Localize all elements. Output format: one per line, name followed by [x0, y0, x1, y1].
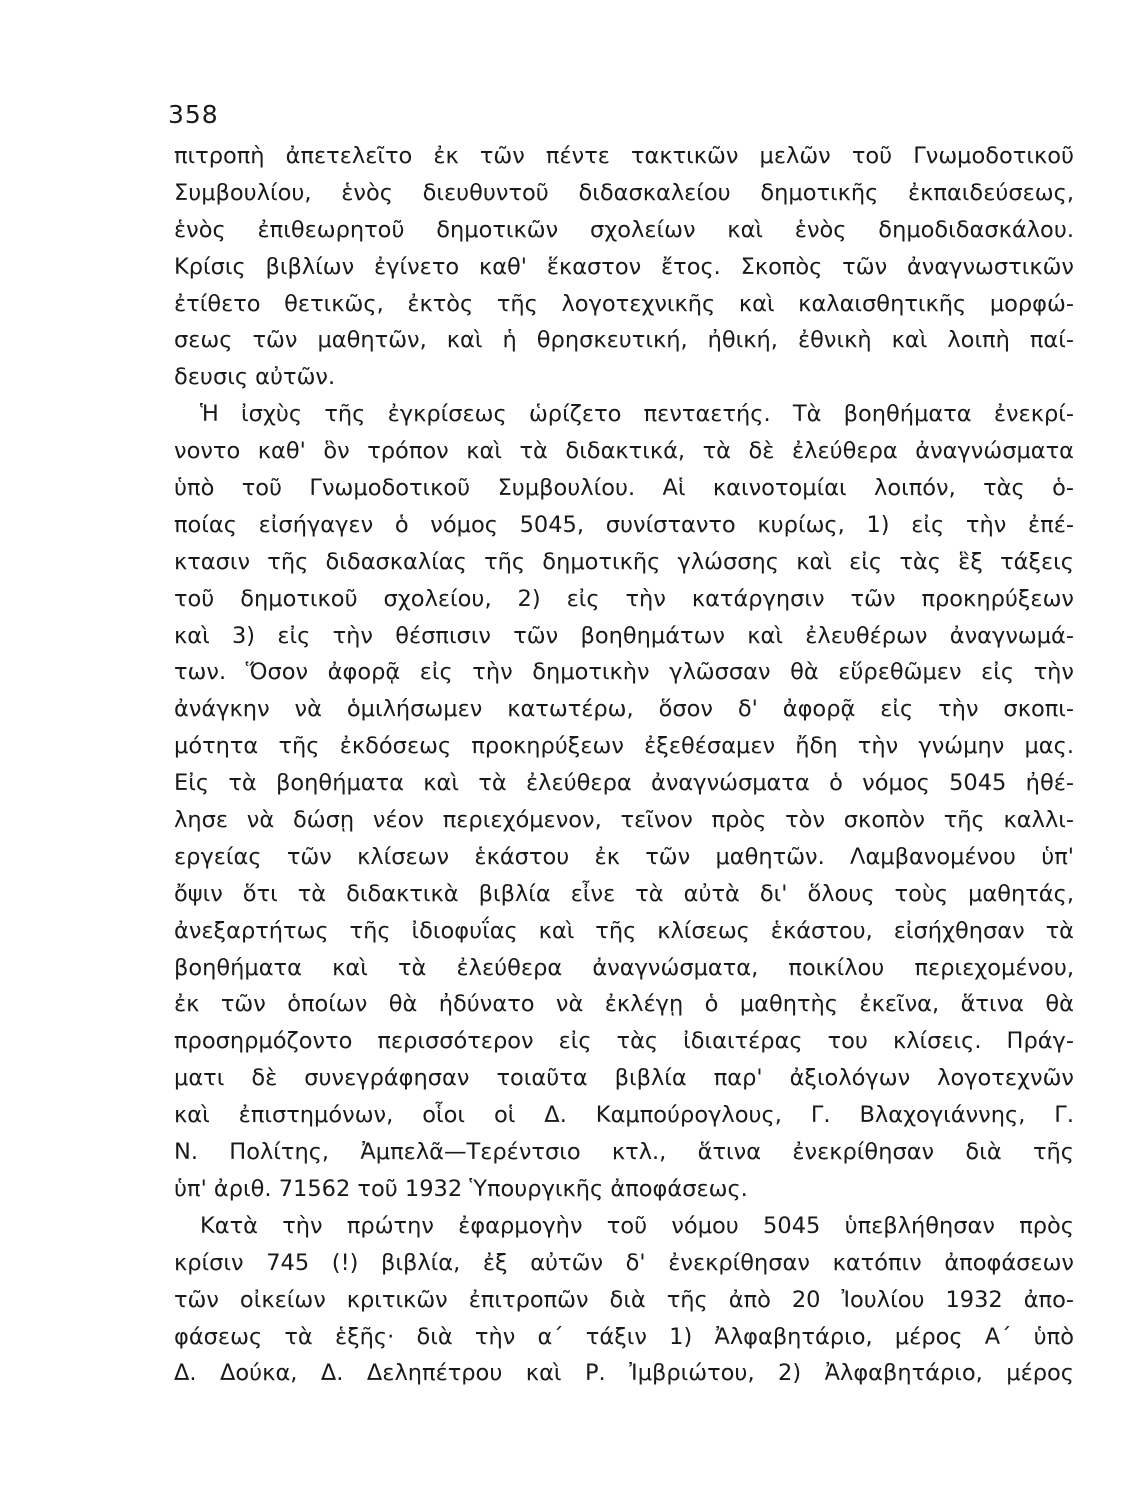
text-line: νοντο καθ' ὃν τρόπον καὶ τὰ διδακτικά, τὰ δὲ ἐλεύθερα ἀναγνώσματα: [174, 438, 1074, 465]
text-line: ποίας εἰσήγαγεν ὁ νόμος 5045, συνίσταντο κυρίως, 1) εἰς τὴν ἐπέ-: [174, 511, 1074, 538]
paragraph: [174, 138, 1074, 396]
text-line: των. Ὅσον ἀφορᾷ εἰς τὴν δημοτικὴν γλῶσσαν θὰ εὕρεθῶμεν εἰς τὴν: [174, 659, 1074, 686]
text-line: Κρίσις βιβλίων ἐγίνετο καθ' ἕκαστον ἔτος. Σκοπὸς τῶν ἀναγνωστικῶν: [174, 253, 1074, 280]
text-line: πιτροπὴ ἀπετελεῖτο ἐκ τῶν πέντε τακτικῶν μελῶν τοῦ Γνωμοδοτικοῦ: [174, 143, 1074, 169]
text-line: Εἰς τὰ βοηθήματα καὶ τὰ ἐλεύθερα ἀναγνώσματα ὁ νόμος 5045 ἠθέ-: [174, 770, 1074, 797]
text-line: ὄψιν ὅτι τὰ διδακτικὰ βιβλία εἶνε τὰ αὐτὰ δι' ὅλους τοὺς μαθητάς,: [174, 880, 1074, 907]
text-line: τοῦ δημοτικοῦ σχολείου, 2) εἰς τὴν κατάργησιν τῶν προκηρύξεων: [174, 585, 1074, 612]
text-line: Ν. Πολίτης, Ἀμπελᾶ—Τερέντσιο κτλ., ἅτινα ἐνεκρίθησαν διὰ τῆς: [174, 1139, 1074, 1166]
text-line: ἀνάγκην νὰ ὁμιλήσωμεν κατωτέρω, ὅσον δ' ἀφορᾷ εἰς τὴν σκοπι-: [174, 696, 1074, 723]
text-line: κτασιν τῆς διδασκαλίας τῆς δημοτικῆς γλώσσης καὶ εἰς τὰς ἓξ τάξεις: [174, 548, 1074, 575]
text-line: Δ. Δούκα, Δ. Δεληπέτρου καὶ Ρ. Ἰμβριώτου, 2) Ἀλφαβητάριο, μέρος: [174, 1360, 1074, 1387]
paragraph: [174, 396, 1074, 1208]
page-number: 358: [168, 100, 219, 129]
paragraph: [174, 1208, 1074, 1392]
text-line: ὑπὸ τοῦ Γνωμοδοτικοῦ Συμβουλίου. Αἱ καινοτομίαι λοιπόν, τὰς ὁ-: [174, 475, 1074, 502]
text-line: ἑνὸς ἐπιθεωρητοῦ δημοτικῶν σχολείων καὶ ἑνὸς δημοδιδασκάλου.: [174, 216, 1074, 243]
text-line: Συμβουλίου, ἑνὸς διευθυντοῦ διδασκαλείου δημοτικῆς ἐκπαιδεύσεως,: [174, 179, 1074, 206]
text-line: ἀνεξαρτήτως τῆς ἰδιοφυΐας καὶ τῆς κλίσεως ἑκάστου, εἰσήχθησαν τὰ: [174, 917, 1074, 944]
text-line: μότητα τῆς ἐκδόσεως προκηρύξεων ἐξεθέσαμεν ἤδη τὴν γνώμην μας.: [174, 733, 1074, 760]
text-line: δευσις αὐτῶν.: [174, 364, 336, 391]
text-line: φάσεως τὰ ἑξῆς· διὰ τὴν α΄ τάξιν 1) Ἀλφαβητάριο, μέρος Α΄ ὑπὸ: [174, 1323, 1074, 1350]
text-line: τῶν οἰκείων κριτικῶν ἐπιτροπῶν διὰ τῆς ἀπὸ 20 Ἰουλίου 1932 ἀπο-: [174, 1286, 1074, 1313]
text-line: ἐτίθετο θετικῶς, ἐκτὸς τῆς λογοτεχνικῆς καὶ καλαισθητικῆς μορφώ-: [174, 290, 1074, 317]
text-line: βοηθήματα καὶ τὰ ἐλεύθερα ἀναγνώσματα, ποικίλου περιεχομένου,: [174, 954, 1074, 981]
text-line: ὑπ' ἀριθ. 71562 τοῦ 1932 Ὑπουργικῆς ἀποφάσεως.: [174, 1175, 748, 1202]
text-line: προσηρμόζοντο περισσότερον εἰς τὰς ἰδιαιτέρας του κλίσεις. Πράγ-: [174, 1028, 1074, 1055]
body-text: [174, 138, 1074, 1392]
text-line: Ἡ ἰσχὺς τῆς ἐγκρίσεως ὡρίζετο πενταετής. Τὰ βοηθήματα ἐνεκρί-: [200, 401, 1074, 428]
text-line: λησε νὰ δώσῃ νέον περιεχόμενον, τεῖνον πρὸς τὸν σκοπὸν τῆς καλλι-: [174, 807, 1074, 834]
text-line: κρίσιν 745 (!) βιβλία, ἐξ αὐτῶν δ' ἐνεκρίθησαν κατόπιν ἀποφάσεων: [174, 1249, 1074, 1276]
text-line: ματι δὲ συνεγράφησαν τοιαῦτα βιβλία παρ' ἀξιολόγων λογοτεχνῶν: [174, 1065, 1074, 1092]
text-line: Κατὰ τὴν πρώτην ἐφαρμογὴν τοῦ νόμου 5045 ὑπεβλήθησαν πρὸς: [200, 1212, 1074, 1239]
text-line: καὶ ἐπιστημόνων, οἷοι οἱ Δ. Καμπούρογλους, Γ. Βλαχογιάννης, Γ.: [174, 1102, 1074, 1129]
text-line: ἐκ τῶν ὁποίων θὰ ἠδύνατο νὰ ἐκλέγῃ ὁ μαθητὴς ἐκεῖνα, ἅτινα θὰ: [174, 991, 1074, 1018]
text-line: καὶ 3) εἰς τὴν θέσπισιν τῶν βοηθημάτων καὶ ἐλευθέρων ἀναγνωμά-: [174, 622, 1074, 649]
text-line: σεως τῶν μαθητῶν, καὶ ἡ θρησκευτική, ἠθική, ἐθνικὴ καὶ λοιπὴ παί-: [174, 327, 1074, 354]
text-line: εργείας τῶν κλίσεων ἑκάστου ἐκ τῶν μαθητῶν. Λαμβανομένου ὑπ': [174, 843, 1074, 870]
